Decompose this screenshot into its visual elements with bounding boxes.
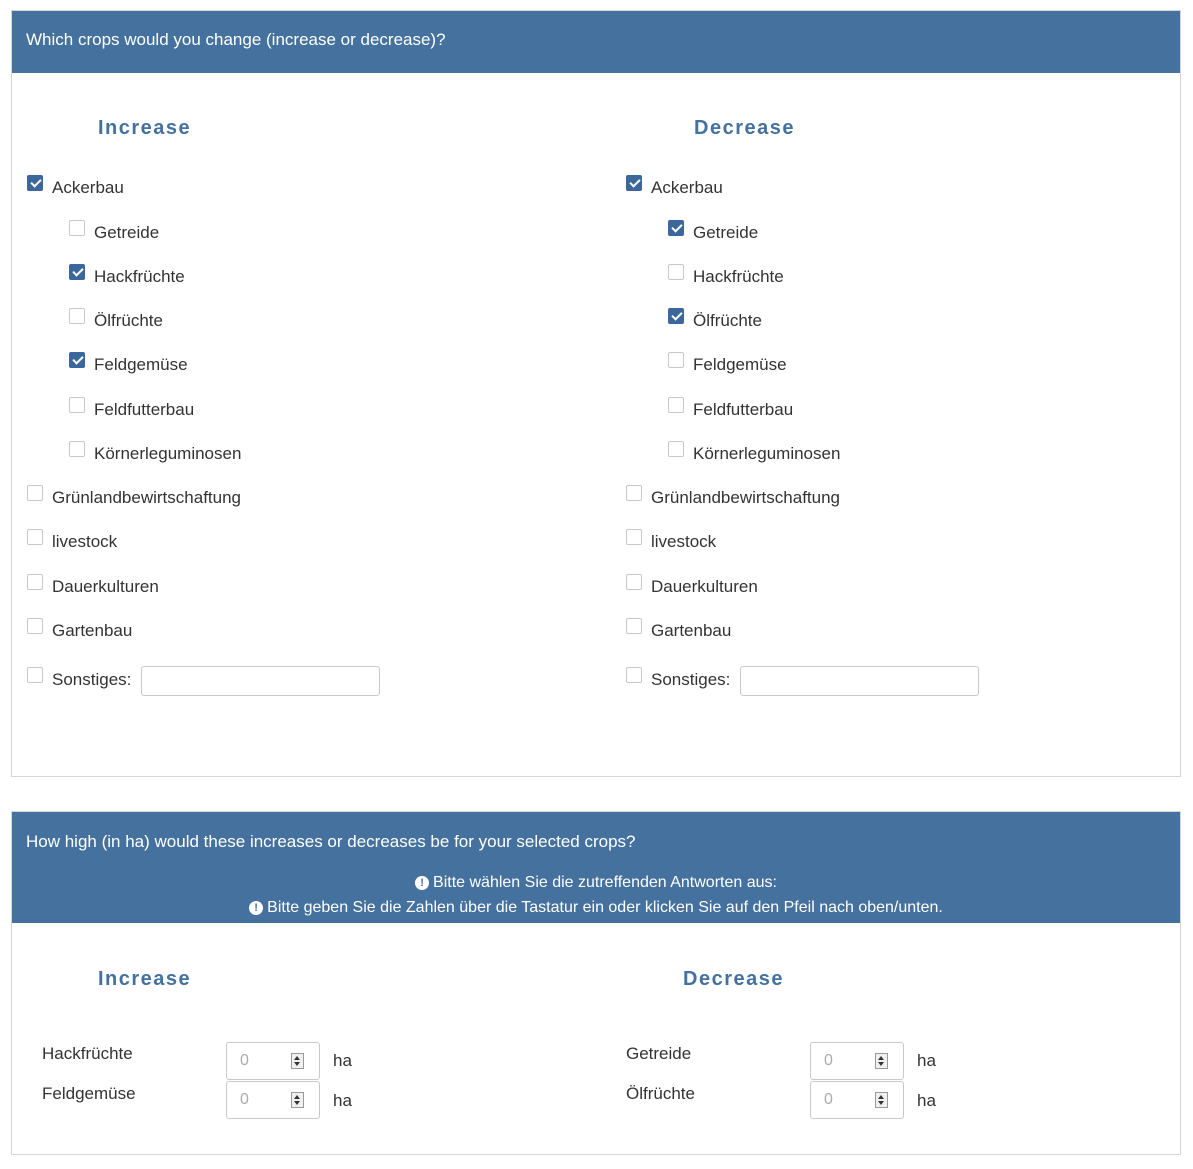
option-label: Feldgemüse — [693, 355, 787, 374]
spinner-arrows-icon[interactable] — [875, 1053, 888, 1069]
checkbox[interactable] — [69, 264, 85, 280]
ha-row-label: Ölfrüchte — [626, 1084, 695, 1103]
ha-number-input[interactable] — [810, 1081, 904, 1119]
question-title: How high (in ha) would these increases or decreases be for your selected crops? — [26, 832, 636, 851]
increase-other-input[interactable] — [141, 666, 380, 696]
option-label: Ölfrüchte — [693, 311, 762, 330]
exclamation-icon: ! — [415, 876, 429, 890]
checkbox[interactable] — [626, 485, 642, 501]
question-title: Which crops would you change (increase or decrease)? — [26, 30, 446, 49]
option-label: Grünlandbewirtschaftung — [52, 488, 242, 507]
checkbox[interactable] — [27, 175, 43, 191]
option-label: Hackfrüchte — [94, 267, 185, 286]
checkbox[interactable] — [626, 574, 642, 590]
option-label: Hackfrüchte — [693, 267, 784, 286]
option-label: Getreide — [693, 223, 759, 242]
hint-keyboard — [12, 899, 1180, 917]
ha-value: 0 — [240, 1052, 249, 1069]
decrease-other-input[interactable] — [740, 666, 979, 696]
checkbox[interactable] — [27, 667, 43, 683]
option-label: livestock — [52, 532, 118, 551]
checkbox[interactable] — [668, 441, 684, 457]
option-label: Grünlandbewirtschaftung — [651, 488, 841, 507]
ha-row-label: Feldgemüse — [42, 1084, 136, 1103]
question-header — [12, 812, 1180, 923]
option-label: Ölfrüchte — [94, 311, 163, 330]
option-label: Feldfutterbau — [94, 400, 195, 419]
ha-row-label: Getreide — [626, 1044, 692, 1063]
spinner-arrows-icon[interactable] — [875, 1092, 888, 1108]
spinner-arrows-icon[interactable] — [291, 1092, 304, 1108]
checkbox[interactable] — [69, 397, 85, 413]
unit-label: ha — [333, 1091, 352, 1110]
option-label: Gartenbau — [651, 621, 732, 640]
option-label: Dauerkulturen — [52, 577, 159, 596]
ha-value: 0 — [824, 1091, 833, 1108]
option-label: Getreide — [94, 223, 160, 242]
option-label: Körnerleguminosen — [94, 444, 242, 463]
decrease-heading: Decrease — [694, 117, 795, 139]
checkbox[interactable] — [69, 220, 85, 236]
checkbox[interactable] — [668, 308, 684, 324]
checkbox[interactable] — [668, 264, 684, 280]
option-label: livestock — [651, 532, 717, 551]
ha-row-label: Hackfrüchte — [42, 1044, 133, 1063]
ha-value: 0 — [824, 1052, 833, 1069]
unit-label: ha — [333, 1051, 352, 1070]
decrease-heading-ha: Decrease — [683, 968, 784, 990]
checkbox[interactable] — [27, 529, 43, 545]
ha-value: 0 — [240, 1091, 249, 1108]
checkbox[interactable] — [668, 352, 684, 368]
checkbox[interactable] — [626, 529, 642, 545]
checkbox[interactable] — [668, 220, 684, 236]
unit-label: ha — [917, 1091, 936, 1110]
spinner-arrows-icon[interactable] — [291, 1053, 304, 1069]
option-label: Feldfutterbau — [693, 400, 794, 419]
hint-keyboard-text: Bitte geben Sie die Zahlen über die Tastatur ein oder klicken Sie auf den Pfeil nach oben/unten. — [267, 899, 943, 916]
checkbox[interactable] — [69, 441, 85, 457]
checkbox[interactable] — [626, 175, 642, 191]
option-label: Feldgemüse — [94, 355, 188, 374]
option-label: Körnerleguminosen — [693, 444, 841, 463]
checkbox[interactable] — [27, 618, 43, 634]
ha-number-input[interactable] — [226, 1042, 320, 1080]
option-label: Ackerbau — [52, 178, 124, 197]
option-label: Gartenbau — [52, 621, 133, 640]
checkbox[interactable] — [27, 485, 43, 501]
checkbox[interactable] — [668, 397, 684, 413]
unit-label: ha — [917, 1051, 936, 1070]
checkbox[interactable] — [27, 574, 43, 590]
checkbox[interactable] — [626, 667, 642, 683]
checkbox[interactable] — [69, 308, 85, 324]
question-header — [12, 11, 1180, 73]
increase-heading: Increase — [98, 117, 192, 139]
hint-select-text: Bitte wählen Sie die zutreffenden Antworten aus: — [433, 874, 777, 891]
hint-select — [12, 874, 1180, 892]
checkbox[interactable] — [69, 352, 85, 368]
increase-heading-ha: Increase — [98, 968, 192, 990]
option-label: Sonstiges: — [651, 670, 731, 689]
ha-number-input[interactable] — [226, 1081, 320, 1119]
ha-number-input[interactable] — [810, 1042, 904, 1080]
option-label: Ackerbau — [651, 178, 723, 197]
option-label: Sonstiges: — [52, 670, 132, 689]
checkbox[interactable] — [626, 618, 642, 634]
option-label: Dauerkulturen — [651, 577, 758, 596]
exclamation-icon: ! — [249, 901, 263, 915]
